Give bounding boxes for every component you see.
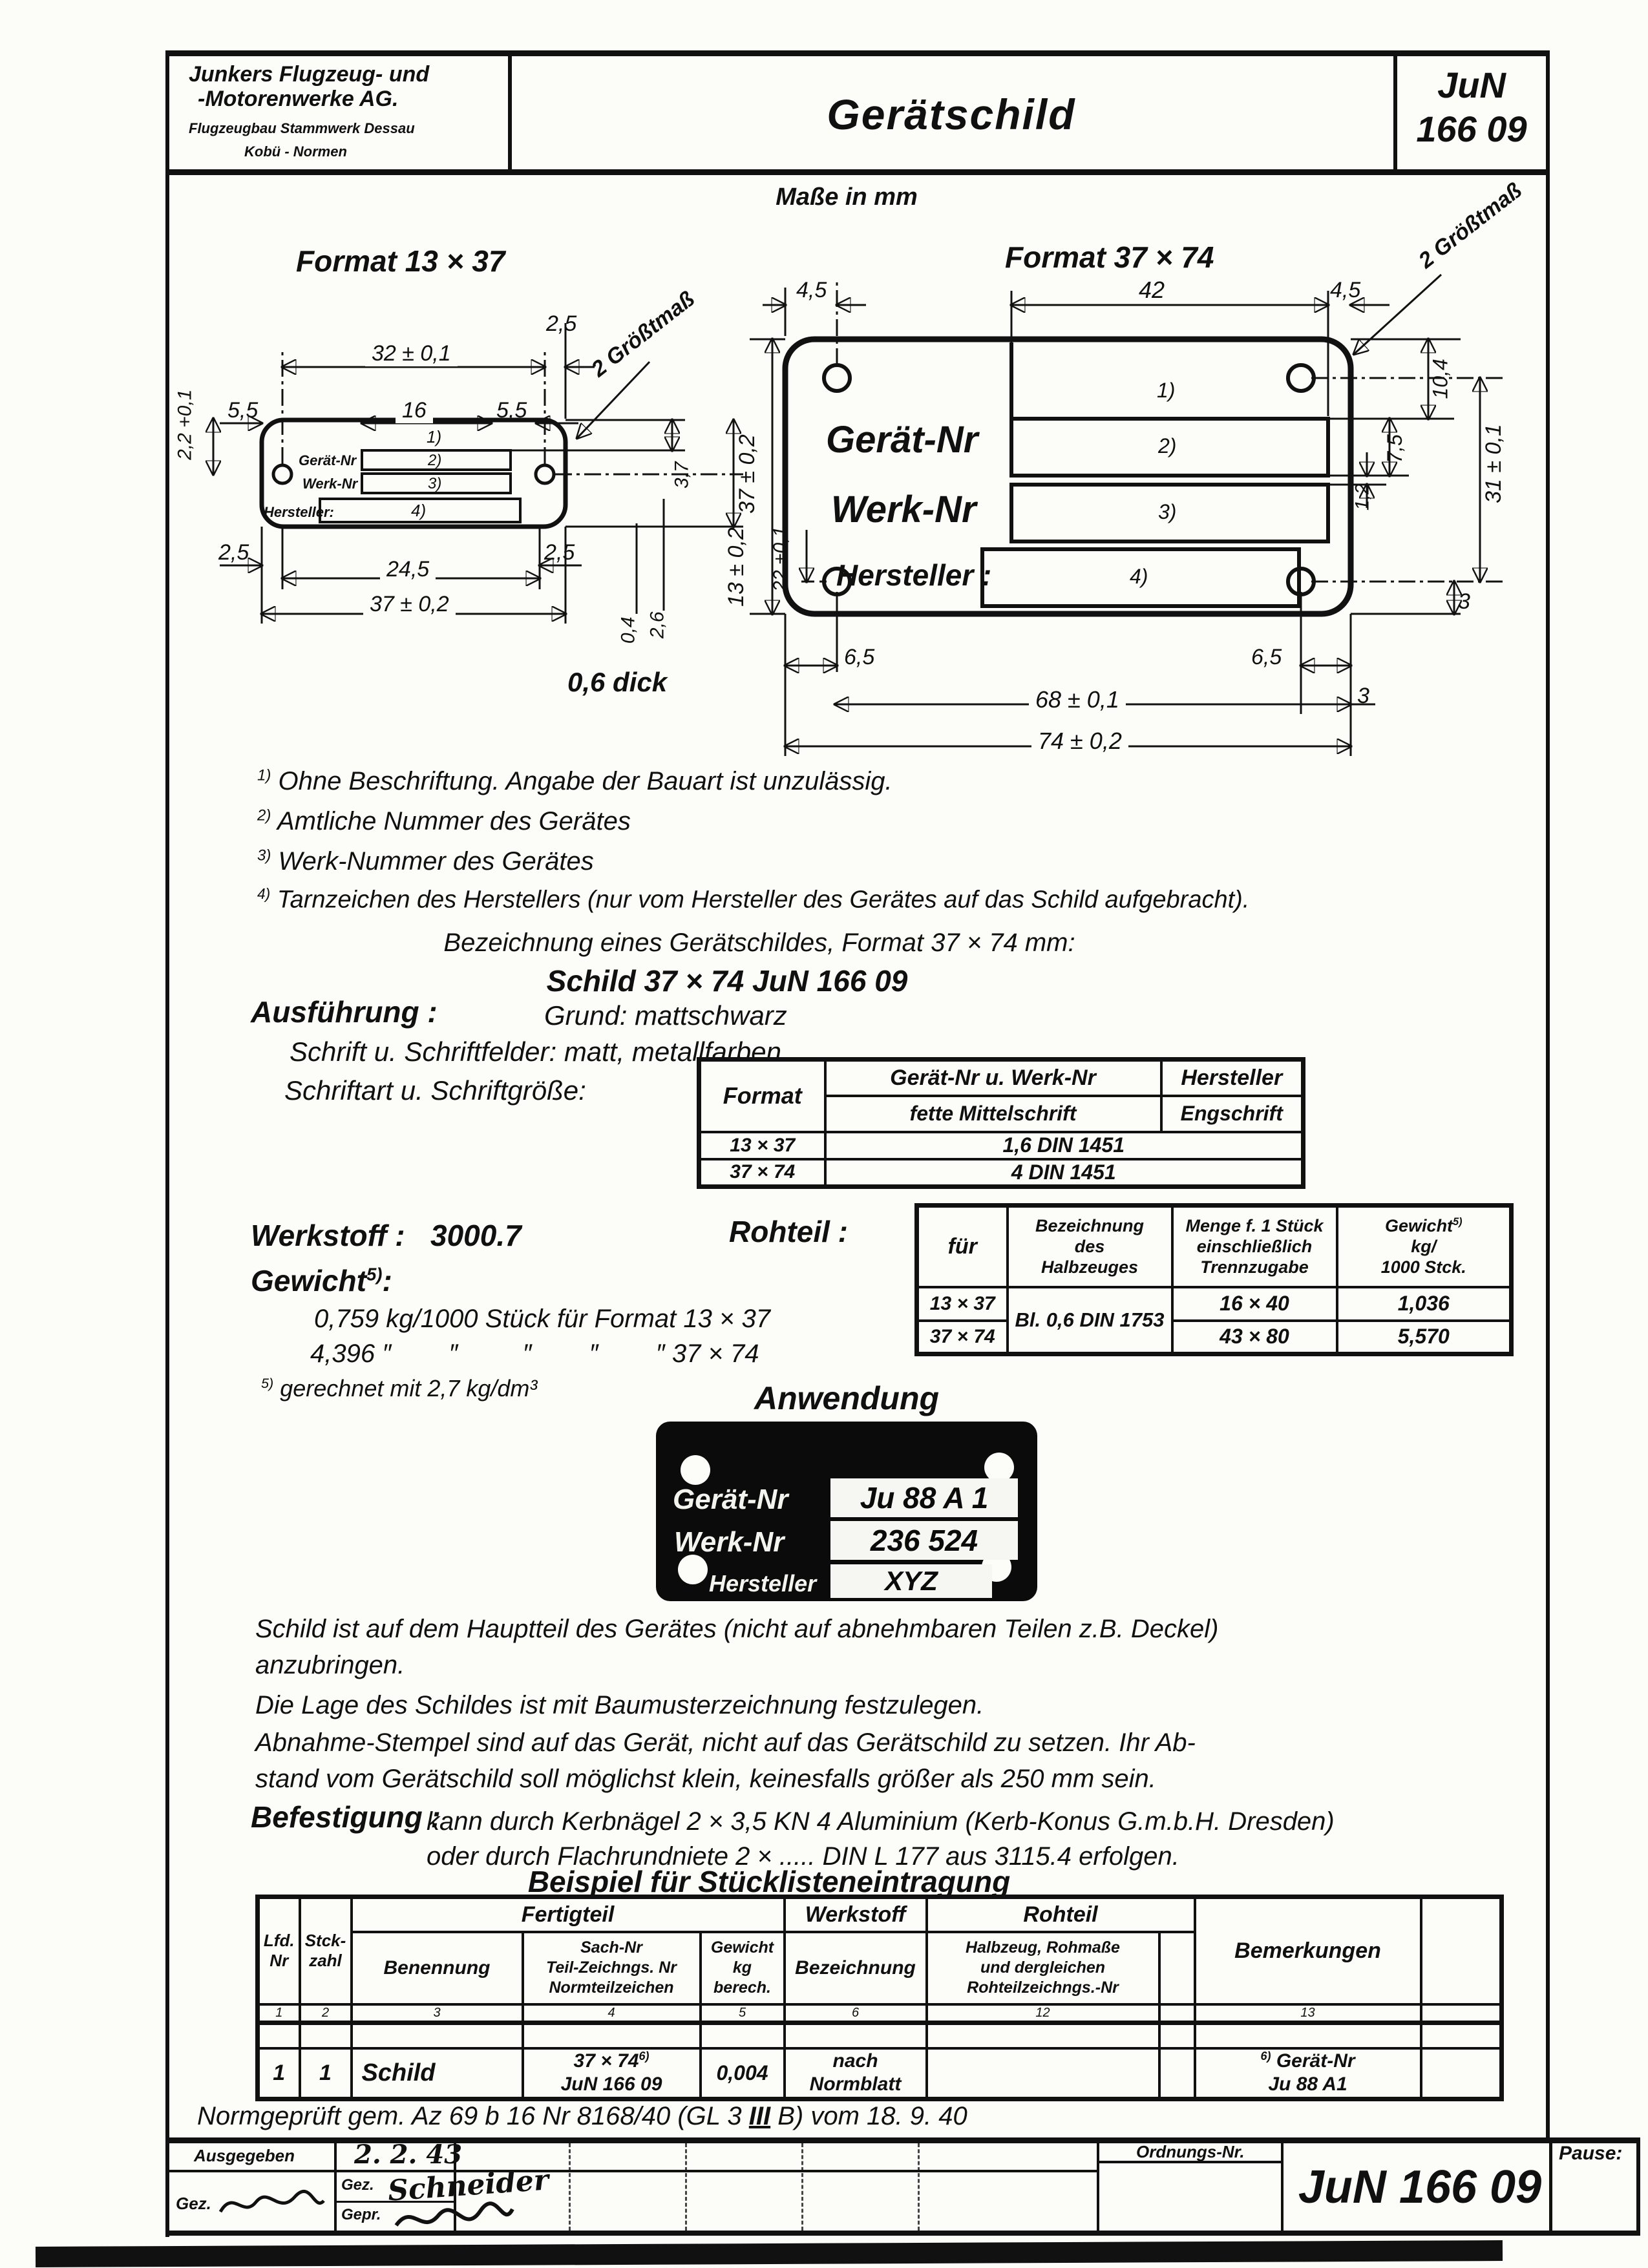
dim-65-left: 6,5 [844,645,875,669]
dim-68: 68 ± 0,1 [1029,686,1126,713]
pause-label: Pause: [1559,2143,1623,2164]
row-bezeichnung [785,2048,927,2099]
group-rohteil: Rohteil [927,1897,1195,1932]
footer-right-border [1636,2137,1640,2236]
spacer-cell [1421,2022,1502,2048]
gepr-label: Gepr. [341,2206,381,2223]
footer-dash-2 [685,2143,687,2231]
colnum-3: 3 [352,2004,523,2023]
company-norm-office: Kobü - Normen [244,143,347,160]
ausgegeben-date: 2. 2. 43 [354,2139,463,2170]
group-werkstoff: Werkstoff [785,1897,927,1932]
rohteil-table [914,1203,1514,1356]
rohteil-col-halbzeug [1008,1206,1172,1287]
colnum-edge [1421,2004,1502,2023]
thickness-note: 0,6 dick [567,667,668,697]
befestigung-line1: kann durch Kerbnägel 2 × 3,5 KN 4 Aluminium (Kerb-Konus G.m.b.H. Dresden) [427,1807,1335,1836]
large-drawing-title: Format 37 × 74 [1005,240,1214,274]
dim-25-top: 2,5 [546,311,577,336]
rohteil-col-menge-l3: Trennzugabe [1200,1257,1309,1277]
weight-line1: 0,759 kg/1000 Stück für Format 13 × 37 [314,1305,770,1333]
rohteil-col-halbzeug-l1: Bezeichnung [1035,1215,1144,1235]
note-p3-line1: Abnahme-Stempel sind auf das Gerät, nicht auf das Gerätschild zu setzen. Ihr Ab- [255,1728,1196,1757]
gez-label: Gez. [341,2176,374,2194]
footer-div-5 [1549,2143,1552,2231]
dim-75: 7,5 [1382,434,1406,463]
spacer-cell [701,2022,785,2048]
row-sach-l2: JuN 166 09 [560,2074,662,2095]
dim-104: 10,4 [1428,359,1452,399]
col-gewicht [701,1932,785,2004]
rohteil-col-gewicht-marker: 5) [1453,1215,1463,1228]
schriftart-col-hersteller-sub: Engschrift [1161,1096,1304,1132]
footer-norm-number: JuN 166 09 [1298,2161,1542,2213]
rohteil-col-menge-l2: einschließlich [1196,1237,1313,1257]
footnote-4 [257,885,1249,914]
dim-245: 24,5 [380,557,436,582]
rohteil-col-gewicht-l1: Gewicht [1385,1215,1453,1235]
col-gew-l1: Gewicht [710,1938,774,1957]
col-halb-l1: Halbzeug, Rohmaße [966,1938,1120,1957]
norm-number-bottom: 166 09 [1416,109,1527,149]
dim-3-side: 3 [1458,589,1470,614]
stueckliste-title: Beispiel für Stücklisteneintragung [527,1865,1011,1898]
footer-row-divider [165,2170,1097,2172]
rohteil-col-halbzeug-l2: des [1074,1237,1105,1257]
col-halb-l3: Rohteilzeichngs.-Nr [967,1979,1119,1997]
small-plate-field1: 1) [427,427,442,446]
mounting-hole [681,1455,710,1485]
weight-line2-dittos: ″ ″ ″ ″ ″ [382,1339,665,1368]
row-benennung: Schild [352,2048,523,2099]
row-bez-l2: Normblatt [809,2074,902,2095]
ausfuehrung-schriftart: Schriftart u. Schriftgröße: [284,1075,586,1106]
col-sach-l1: Sach-Nr [580,1938,642,1957]
units-note: Maße in mm [776,184,918,211]
rohteil-col-menge-l1: Menge f. 1 Stück [1185,1215,1324,1235]
weight-note [261,1375,537,1402]
row-stck: 1 [300,2048,352,2099]
ordnungs-label: Ordnungs-Nr. [1136,2142,1245,2161]
dim-12: 1,2 [1351,483,1373,511]
dim-37-large: 37 ± 0,2 [734,434,759,514]
col-benennung: Benennung [352,1932,523,2004]
spacer-cell [258,2022,300,2048]
small-plate-field3: 3) [428,475,442,492]
schriftart-col-main-sub: fette Mittelschrift [825,1096,1161,1132]
col-rohteil-spare [1159,1932,1195,2004]
spacer-cell [300,2022,352,2048]
weight-note-text: gerechnet mit 2,7 kg/dm³ [280,1375,538,1402]
col-lfd-nr [258,1897,300,2004]
footnote-1-text: Ohne Beschriftung. Angabe der Bauart ist unzulässig. [278,767,893,795]
rohteil-row1-gewicht: 1,036 [1337,1287,1512,1321]
company-site-line: Flugzeugbau Stammwerk Dessau [189,120,415,136]
dim-37-height: 3,7 [671,461,693,489]
large-plate-field2: 2) [1158,434,1177,457]
small-plate-field4: 4) [411,501,427,520]
schriftart-col-format: Format [699,1060,825,1132]
rohteil-label: Rohteil : [729,1215,848,1248]
colnum-6: 6 [785,2004,927,2023]
col-gew-l2: kg [732,1958,752,1977]
dim-32: 32 ± 0,1 [365,341,458,366]
plate-geraet-label: Gerät-Nr [673,1484,788,1515]
col-lfd-l1: Lfd. [263,1931,295,1951]
ausgegeben-label: Ausgegeben [194,2146,295,2165]
weight-line2-format: 37 × 74 [671,1339,759,1368]
col-bemerkungen: Bemerkungen [1195,1897,1421,2004]
plate-werk-value: 236 524 [830,1521,1018,1560]
werkstoff-label: Werkstoff : [251,1219,405,1252]
plate-geraet-value: Ju 88 A 1 [830,1478,1018,1517]
spacer-cell [352,2022,523,2048]
dim-3-bottom: 3 [1357,684,1369,708]
small-plate-geraet-label: Gerät-Nr [299,452,357,468]
note-p3-line2: stand vom Gerätschild soll möglichst klein, keinesfalls größer als 250 mm sein. [255,1765,1156,1793]
col-sach-l2: Teil-Zeichngs. Nr [546,1958,677,1977]
colnum-13: 13 [1195,2004,1421,2023]
company-name-line1: Junkers Flugzeug- und [189,62,430,87]
stueckliste-table [255,1895,1504,2101]
col-sach-l3: Normteilzeichen [549,1979,674,1997]
schriftart-row1-value: 1,6 DIN 1451 [825,1132,1304,1159]
befestigung-line2: oder durch Flachrundniete 2 × ..... DIN L 177 aus 3115.4 erfolgen. [427,1842,1179,1871]
footnote-3-text: Werk-Nummer des Gerätes [278,847,594,876]
gewicht-marker: 5) [366,1264,383,1285]
example-nameplate [656,1422,1037,1601]
gez-left-label: Gez. [176,2194,211,2213]
col-halb-l2: und dergleichen [980,1958,1106,1977]
footnote-1 [257,766,893,796]
col-lfd-l2: Nr [269,1951,289,1971]
dim-37-width: 37 ± 0,2 [363,592,456,617]
row-sach-marker: 6) [639,2050,650,2063]
rohteil-halbzeug-value: Bl. 0,6 DIN 1753 [1008,1287,1172,1354]
dim-16: 16 [396,398,433,423]
rohteil-col-gewicht-l3: 1000 Stck. [1380,1257,1466,1277]
werkstoff-value: 3000.7 [430,1219,522,1252]
footnote-2-marker: 2) [257,806,271,824]
col-stck-l2: zahl [309,1951,342,1971]
note-p2: Die Lage des Schildes ist mit Baumusterzeichnung festzulegen. [255,1691,984,1719]
note-p1-line1: Schild ist auf dem Hauptteil des Gerätes (nicht auf abnehmbaren Teilen z.B. Deckel) [255,1615,1219,1643]
plate-hersteller-label: Hersteller [709,1570,817,1597]
row-bemerkung [1195,2048,1421,2099]
footer-dash-3 [801,2143,803,2231]
normgeprueft-line [197,2101,967,2131]
footer-div-4 [1281,2143,1284,2231]
schriftart-row1-format: 13 × 37 [699,1132,825,1159]
col-gew-l3: berech. [713,1979,771,1997]
footer-bottom-border [165,2231,1640,2236]
colnum-1: 1 [258,2004,300,2023]
small-plate-field2: 2) [428,452,442,469]
plate-hersteller-value: XYZ [830,1564,992,1598]
row-gewicht: 0,004 [701,2048,785,2099]
spacer-cell [523,2022,701,2048]
rohteil-row2-gewicht: 5,570 [1337,1321,1512,1354]
dim-22-large: 22 +0,1 [770,526,792,592]
rohteil-row1-menge: 16 × 40 [1172,1287,1337,1321]
designation-intro: Bezeichnung eines Gerätschildes, Format 37 × 74 mm: [443,929,1075,957]
norm-number-top: JuN [1437,65,1506,105]
normgeprueft-roman: III [748,2102,771,2130]
dim-55-right: 5,5 [496,398,527,423]
row-bem-l1: Gerät-Nr [1276,2050,1355,2072]
colnum-5: 5 [701,2004,785,2023]
dim-45-right: 4,5 [1330,278,1361,302]
dim-25-bottom-left: 2,5 [218,540,249,565]
dim-25-bottom-right: 2,5 [544,540,575,565]
row-sach-l1: 37 × 74 [573,2050,639,2072]
ausfuehrung-schrift: Schrift u. Schriftfelder: matt, metallfarben [290,1036,781,1067]
dim-31: 31 ± 0,1 [1481,424,1506,503]
gewicht-label [251,1264,392,1298]
schriftart-col-main: Gerät-Nr u. Werk-Nr [825,1060,1161,1096]
footnote-4-marker: 4) [257,885,271,902]
large-plate-geraet-label: Gerät-Nr [826,419,978,461]
small-plate-hersteller-label: Hersteller: [264,504,334,520]
rohteil-col-halbzeug-l3: Halbzeuges [1041,1257,1139,1277]
rohteil-row2-menge: 43 × 80 [1172,1321,1337,1354]
spacer-cell [1159,2022,1195,2048]
dim-22-small: 2,2 +0,1 [174,389,196,460]
dim-groesstmass-large: 2 Größtmaß [1414,178,1527,273]
dim-65-right: 6,5 [1251,645,1282,669]
normgeprueft-post: B) vom 18. 9. 40 [770,2102,967,2130]
dim-74: 74 ± 0,2 [1031,728,1128,754]
row-sach-nr [523,2048,701,2099]
colnum-2: 2 [300,2004,352,2023]
gewicht-word: Gewicht [251,1264,366,1297]
colnum-12: 12 [927,2004,1159,2023]
page-title: Gerätschild [827,90,1076,138]
rohteil-col-menge [1172,1206,1337,1287]
large-plate-field4: 4) [1130,565,1148,588]
large-plate-field1: 1) [1157,379,1176,402]
row-halbzeug-empty [927,2048,1159,2099]
rohteil-col-gewicht [1337,1206,1512,1287]
schriftart-col-hersteller: Hersteller [1161,1060,1304,1096]
spacer-cell [785,2022,927,2048]
note-p1-line2: anzubringen. [255,1651,405,1679]
schriftart-table [697,1057,1305,1189]
rohteil-col-fuer: für [917,1206,1008,1287]
large-plate-werk-label: Werk-Nr [831,488,977,530]
befestigung-label: Befestigung : [251,1800,441,1834]
spacer-cell [927,2022,1159,2048]
schriftart-row2-format: 37 × 74 [699,1159,825,1187]
signature-scribble [217,2183,327,2228]
large-plate-field3: 3) [1158,500,1177,523]
small-drawing-title: Format 13 × 37 [296,244,505,278]
gewicht-colon: : [382,1264,392,1297]
row-rohteil-spare-empty [1159,2048,1195,2099]
dim-55-left: 5,5 [227,398,259,423]
group-fertigteil: Fertigteil [352,1897,785,1932]
company-name-line2: -Motorenwerke AG. [198,87,399,111]
plate-werk-label: Werk-Nr [674,1526,785,1558]
weight-line2 [310,1339,759,1369]
col-bezeichnung: Bezeichnung [785,1932,927,2004]
gez-signature: Schneider [386,2163,550,2208]
col-halbzeug [927,1932,1159,2004]
footnote-4-text: Tarnzeichen des Herstellers (nur vom Hersteller des Gerätes auf das Schild aufgebracht). [277,886,1250,914]
mounting-hole [678,1555,708,1584]
schriftart-row2-value: 4 DIN 1451 [825,1159,1304,1187]
footnote-1-marker: 1) [257,766,271,784]
row-bez-l1: nach [832,2050,878,2072]
dim-45-left: 4,5 [796,278,827,302]
row-bem-marker: 6) [1260,2050,1271,2063]
col-stckzahl [300,1897,352,2004]
col-stck-l1: Stck- [304,1931,346,1951]
footnote-3-marker: 3) [257,846,271,865]
row-edge-empty [1421,2048,1502,2099]
gepr-signature-scribble [393,2200,516,2238]
weight-line2-value: 4,396 [310,1339,375,1368]
ausfuehrung-label: Ausführung : [251,995,438,1029]
dim-13: 13 ± 0,2 [723,527,748,607]
ausfuehrung-grund: Grund: mattschwarz [544,1000,787,1031]
spacer-cell [1195,2022,1421,2048]
anwendung-title: Anwendung [754,1380,940,1416]
dim-groesstmass-small: 2 Größtmaß [587,286,699,382]
col-sach-nr [523,1932,701,2004]
colnum-4: 4 [523,2004,701,2023]
footer-div-3 [1097,2143,1099,2231]
row-lfd: 1 [258,2048,300,2099]
rohteil-row2-fuer: 37 × 74 [917,1321,1008,1354]
dim-42: 42 [1132,277,1171,303]
large-plate-hersteller-label: Hersteller : [836,558,992,592]
normgeprueft-pre: Normgeprüft gem. Az 69 b 16 Nr 8168/40 (GL 3 [197,2102,749,2130]
footnote-2-text: Amtliche Nummer des Gerätes [277,807,631,835]
footer-dash-1 [569,2143,571,2231]
footnote-2 [257,806,631,836]
rohteil-row1-fuer: 13 × 37 [917,1287,1008,1321]
row-bem-l2: Ju 88 A1 [1268,2074,1347,2095]
footer-dash-4 [918,2143,920,2231]
col-spare [1421,1897,1502,2004]
colnum-spare [1159,2004,1195,2023]
footer-div-1 [334,2143,337,2231]
designation-example: Schild 37 × 74 JuN 166 09 [546,964,908,998]
footnote-3 [257,846,594,876]
dim-26: 2,6 [646,611,668,639]
weight-note-marker: 5) [261,1375,274,1391]
small-plate-werk-label: Werk-Nr [302,476,358,492]
dim-04: 0,4 [617,616,639,644]
rohteil-col-gewicht-l2: kg/ [1411,1237,1437,1257]
